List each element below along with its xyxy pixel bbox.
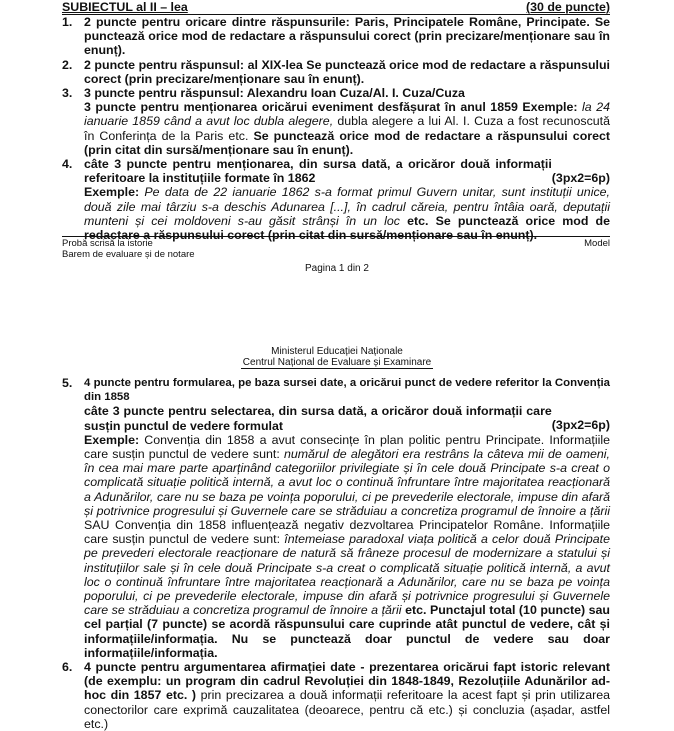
subject-heading — [62, 0, 610, 15]
answer-item-2 — [62, 58, 610, 86]
item-line — [84, 185, 610, 242]
footer-exam-name: Probă scrisă la istorie — [62, 238, 153, 249]
etc-label: etc. — [405, 603, 427, 618]
item-line: 4 puncte pentru formularea, pe baza sursei date, a oricărui punct de vedere referitor la Convenția din 1858 — [84, 377, 610, 404]
item-text: 2 puncte pentru răspunsul: al XIX-lea Se punctează orice mod de redactare a răspunsului corect (prin precizare/menționare sau în enunț). — [84, 57, 610, 86]
footer-model-label: Model — [584, 238, 610, 249]
item-line: 3 puncte pentru răspunsul: Alexandru Ioan Cuza/Al. I. Cuza/Cuza — [84, 86, 465, 101]
footer-doc-name: Barem de evaluare și de notare — [62, 249, 195, 260]
answer-item-5 — [62, 376, 610, 660]
item-line — [84, 100, 610, 157]
item-number: 4. — [62, 157, 73, 172]
footer-divider — [62, 236, 610, 237]
answer-item-6 — [62, 660, 610, 731]
item-number: 6. — [62, 660, 73, 675]
subject-title: SUBIECTUL al II – lea — [62, 0, 188, 14]
subject-points: (30 de puncte) — [526, 0, 610, 14]
page-gap — [0, 290, 674, 342]
document-page-2 — [0, 342, 674, 731]
page-number: Pagina 1 din 2 — [305, 263, 369, 274]
answer-list — [62, 376, 610, 731]
example-quote: întemeiase paradoxal viața politică a celor două Principate pe prevederi electorale reacționare de natură să frâneze procesul de modernizare a statului și instituțiilor sale și în cele două Principate s-a creat o complicată situație politică internă, a avut loc o continuă înfruntare între majoritatea reacționară a Adunărilor, care nu se baza pe voința poporului, ci pe prevederile electorale, impuse din afară și potrivnice progresului și Guvernele care se străduiau a concretiza programul de înnoire a țării — [84, 532, 611, 618]
item-text: câte 3 puncte pentru selectarea, din sursa dată, a oricăror două informații care susțin punctul de vedere formulat — [84, 404, 552, 433]
item-number: 1. — [62, 15, 73, 29]
example-label: Exemple: — [84, 185, 140, 200]
scoring-note: Se punctează orice mod de redactare a răspunsului corect (prin citat din sursă/menționare sau în enunț). — [84, 213, 610, 243]
answer-item-1 — [62, 15, 610, 58]
footer-left — [62, 238, 195, 260]
item-number: 3. — [62, 86, 73, 101]
page-header — [0, 346, 674, 369]
item-text: prin precizarea a două informații referitoare la acest fapt și prin utilizarea conectorilor care exprimă cauzalitatea (deoarece, pentru că etc.) și concluzia (așadar, astfel etc.) — [84, 688, 610, 731]
example-label: Exemple: — [84, 432, 140, 447]
item-line — [84, 433, 610, 660]
or-separator: SAU — [84, 518, 110, 533]
example-text: Convenția din 1858 influențează negativ dezvoltarea Principatelor Române. Informațiile care susțin punctul de vedere sunt: — [84, 518, 610, 547]
item-line — [84, 157, 610, 185]
item-text: 2 puncte pentru oricare dintre răspunsurile: Paris, Principatele Române, Principate. Se punctează orice mod de redactare a răspunsului corect (prin precizare/menționare sau în enunț). — [84, 15, 610, 58]
example-text: Pe data de 22 ianuarie 1862 s-a format primul Guvern unitar, sunt instituții unice, două zile mai târziu s-a deschis Adunarea [...], în cadrul căreia, pentru întâia oară, deputații munteni și cei moldoveni s-au găsit strânși în un loc — [84, 185, 610, 228]
document-page-1 — [0, 0, 674, 290]
header-center: Centrul Național de Evaluare și Examinare — [242, 357, 432, 368]
points-badge: (3px2=6p) — [551, 171, 610, 186]
example-text: Convenția din 1858 a avut consecințe în plan politic pentru Principate. Informațiile care susțin punctul de vedere sunt: — [84, 432, 610, 462]
scoring-note: Punctajul total (10 puncte) sau cel parțial (7 puncte) se acordă răspunsului care cuprinde atât punctul de vedere, cât și informațiile/informația. Nu se punctează doar punctul de vedere sau doar informațiile/informația. — [84, 603, 610, 660]
item-line — [84, 404, 610, 432]
answer-item-3 — [62, 86, 610, 157]
points-badge: (3px2=6p) — [551, 418, 610, 433]
answer-item-4 — [62, 157, 610, 242]
example-label: Exemple: — [522, 100, 578, 115]
item-number: 5. — [62, 376, 73, 390]
item-text: 4 puncte pentru argumentarea afirmației date - prezentarea oricărui fapt istoric relevant (de exemplu: un program din cadrul Revoluției din 1848-1849, Rezoluțiile Adunărilor ad-hoc din 1857 etc. ) — [84, 660, 610, 703]
scoring-note: Se punctează orice mod de redactare a răspunsului corect (prin citat din sursă/menționare sau în enunț). — [84, 128, 610, 157]
item-text: 3 puncte pentru menționarea oricărui eveniment desfășurat în anul 1859 — [84, 100, 518, 115]
example-quote: numărul de alegători era restrâns la câteva mii de oameni, în cea mai mare parte aparținând categoriilor privilegiate și în cele două Principate s-a creat o complicată situație politică internă, a avut loc o continuă înfruntare între majoritatea reacționară a Adunărilor, care nu se baza pe voința poporului, ci pe prevederile electorale, impuse din afară și potrivnice progresului și Guvernele care se străduiau a concretiza programul de înnoire a țării — [84, 447, 610, 518]
example-text: dubla alegere a lui Al. I. Cuza a fost recunoscută în Conferința de la Paris etc. — [84, 114, 610, 143]
example-text: la 24 ianuarie 1859 când a avut loc dubla alegere, — [84, 100, 610, 129]
item-number: 2. — [62, 57, 73, 72]
etc-label: etc. — [407, 213, 429, 228]
header-ministry: Ministerul Educației Naționale — [271, 346, 403, 357]
answer-list — [62, 15, 610, 242]
item-text: câte 3 puncte pentru menționarea, din sursa dată, a oricăror două informații referitoare la instituțiile formate în 1862 — [84, 157, 552, 186]
